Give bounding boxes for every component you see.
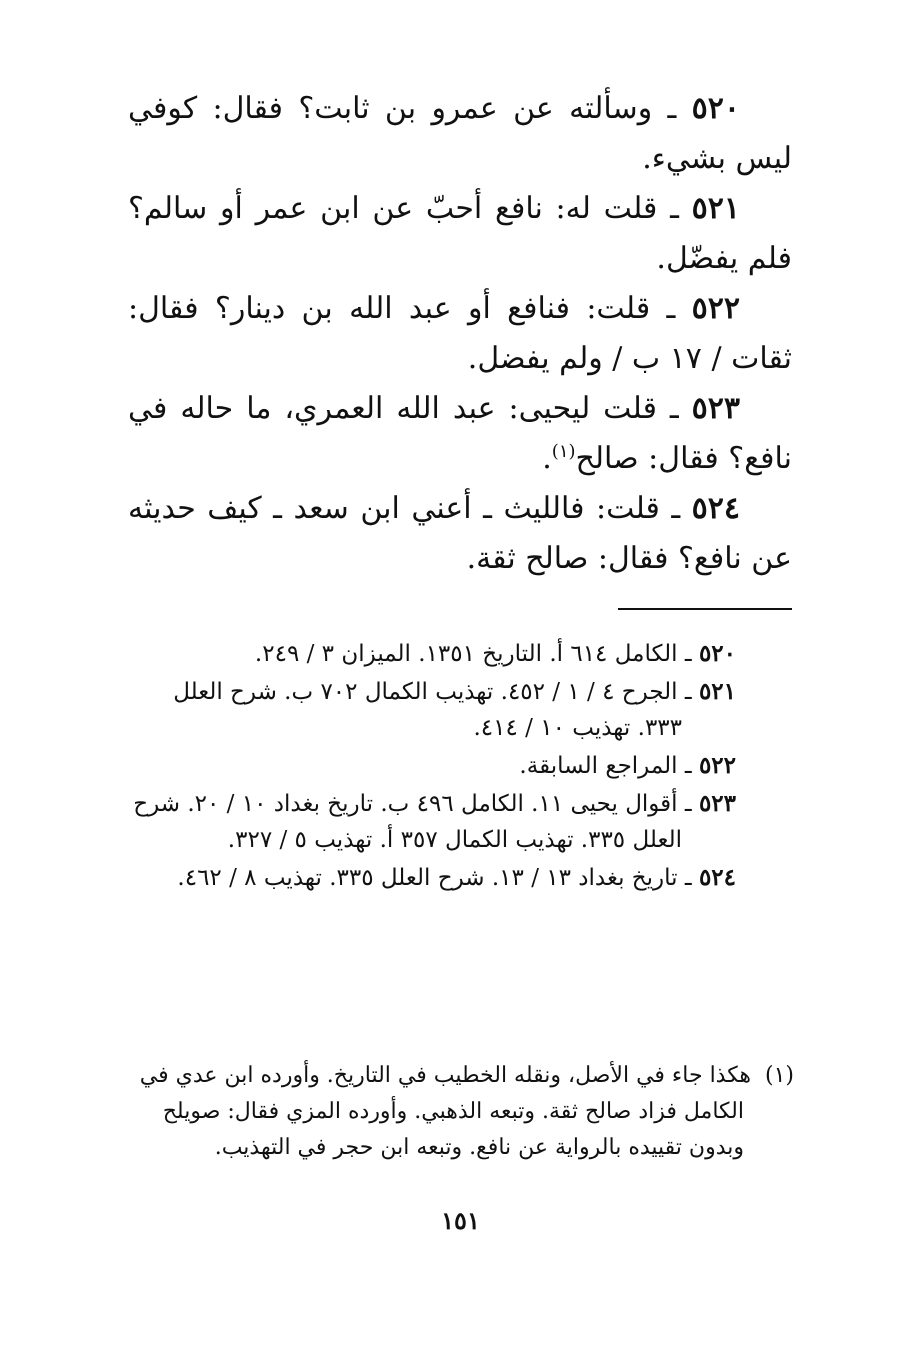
- entry-524: [128, 484, 792, 584]
- source-522: [130, 748, 736, 784]
- separator-line: [618, 608, 792, 610]
- entry-text-end: .: [542, 441, 552, 476]
- source-number: ٥٢٢: [698, 752, 736, 779]
- entry-number: ٥٢٠: [691, 91, 740, 126]
- source-text: ـ أقوال يحيى ١١. الكامل ٤٩٦ ب. تاريخ بغداد ١٠ / ٢٠. شرح العلل ٣٣٥. تهذيب الكمال ٣٥٧ أ. تهذيب ٥ / ٣٢٧.: [133, 791, 692, 853]
- entry-521: [128, 184, 792, 284]
- source-number: ٥٢٠: [698, 640, 736, 667]
- source-number: ٥٢٣: [698, 790, 736, 817]
- entry-522: [128, 284, 792, 384]
- source-number: ٥٢٤: [698, 864, 736, 891]
- source-521: [130, 674, 736, 746]
- entry-text: ـ قلت ليحيى: عبد الله العمري، ما حاله في نافع؟ فقال: صالح: [128, 391, 792, 476]
- entry-text: ـ وسألته عن عمرو بن ثابت؟ فقال: كوفي ليس بشيء.: [128, 91, 792, 176]
- source-references: [130, 636, 736, 898]
- source-520: [130, 636, 736, 672]
- entry-520: [128, 84, 792, 184]
- source-524: [130, 860, 736, 896]
- entry-number: ٥٢١: [691, 191, 740, 226]
- entry-text: ـ قلت له: نافع أحبّ عن ابن عمر أو سالم؟ فلم يفضّل.: [128, 191, 792, 276]
- entry-number: ٥٢٣: [691, 391, 740, 426]
- entry-number: ٥٢٤: [691, 491, 740, 526]
- entry-text: ـ قلت: فنافع أو عبد الله بن دينار؟ فقال: ثقات / ١٧ ب / ولم يفضل.: [128, 291, 792, 376]
- footnote-text: هكذا جاء في الأصل، ونقله الخطيب في التاريخ. وأورده ابن عدي في الكامل فزاد صالح ثقة. وتبعه الذهبي. وأورده المزي فقال: صويلح وبدون تقييده بالرواية عن نافع. وتبعه ابن حجر في التهذيب.: [139, 1063, 751, 1160]
- page-number: ١٥١: [441, 1206, 480, 1235]
- main-text: [128, 84, 792, 584]
- source-text: ـ الكامل ٦١٤ أ. التاريخ ١٣٥١. الميزان ٣ / ٢٤٩.: [254, 641, 692, 667]
- entry-number: ٥٢٢: [691, 291, 740, 326]
- footnote-1: [128, 1058, 794, 1166]
- source-text: ـ تاريخ بغداد ١٣ / ١٣. شرح العلل ٣٣٥. تهذيب ٨ / ٤٦٢.: [177, 865, 692, 891]
- source-text: ـ المراجع السابقة.: [519, 753, 692, 779]
- entry-523: [128, 384, 792, 484]
- entry-text: ـ قلت: فالليث ـ أعني ابن سعد ـ كيف حديثه عن نافع؟ فقال: صالح ثقة.: [128, 491, 792, 576]
- footnote-reference: (١): [551, 441, 576, 462]
- source-523: [130, 786, 736, 858]
- source-number: ٥٢١: [698, 678, 736, 705]
- footnote-marker: (١): [764, 1063, 794, 1088]
- source-text: ـ الجرح ٤ / ١ / ٤٥٢. تهذيب الكمال ٧٠٢ ب. شرح العلل ٣٣٣. تهذيب ١٠ / ٤١٤.: [173, 679, 692, 741]
- footnote: [128, 1058, 794, 1166]
